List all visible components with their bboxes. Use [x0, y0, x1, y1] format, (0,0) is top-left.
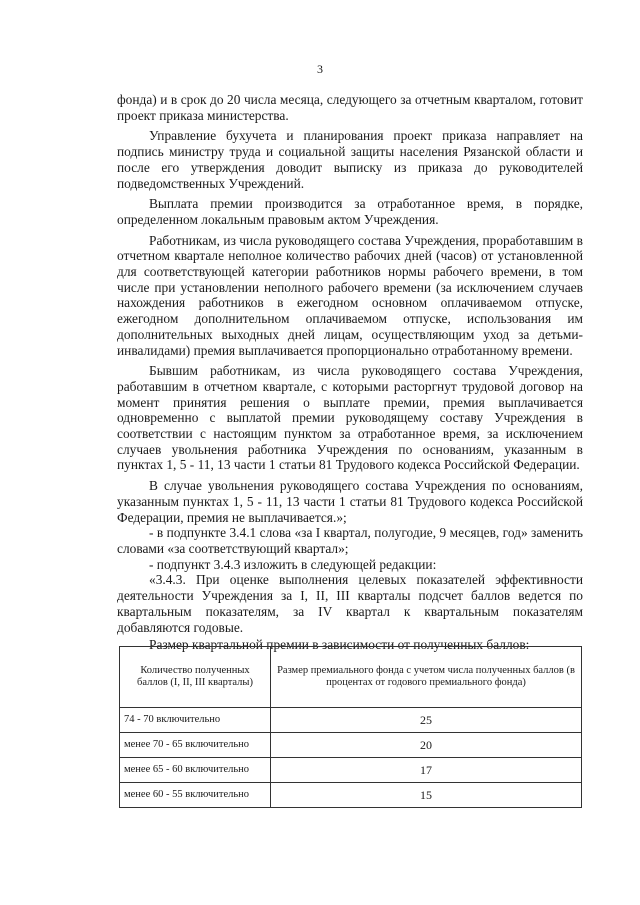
document-body	[117, 92, 583, 653]
table-cell-points: менее 65 - 60 включительно	[120, 758, 271, 783]
table-cell-points: менее 70 - 65 включительно	[120, 733, 271, 758]
paragraph: - в подпункте 3.4.1 слова «за I квартал, полугодие, 9 месяцев, год» заменить словами «за соответствующий квартал»;	[117, 525, 583, 556]
paragraph: Управление бухучета и планирования проект приказа направляет на подпись министру труда и социальной защиты населения Рязанской области и после его утверждения доводит выписку из приказа до руководителей подведомственных Учреждений.	[117, 128, 583, 191]
page-number: 3	[317, 62, 323, 76]
table-cell-percent: 25	[271, 708, 582, 733]
paragraph: Бывшим работникам, из числа руководящего состава Учреждения, работавшим в отчетном квартале, с которыми расторгнут трудовой договор на момент принятия решения о выплате премии, премия выплачивается одновременно с выплатой премии руководящему составу Учреждения в соответствии с настоящим пунктом за отработанное время, за исключением случаев увольнения работника Учреждения по основаниям, указанным в пунктах 1, 5 - 11, 13 части 1 статьи 81 Трудового кодекса Российской Федерации.	[117, 363, 583, 473]
table-row	[120, 783, 582, 808]
table-row	[120, 733, 582, 758]
table-row	[120, 758, 582, 783]
premium-table	[119, 646, 582, 808]
paragraph: «3.4.3. При оценке выполнения целевых показателей эффективности деятельности Учреждения за I, II, III кварталы подсчет баллов ведется по квартальным показателям, за IV квартал к квартальным показателям добавляются годовые.	[117, 572, 583, 635]
paragraph: В случае увольнения руководящего состава Учреждения по основаниям, указанным пунктах 1, 5 - 11, 13 части 1 статьи 81 Трудового кодекса Российской Федерации, премия не выплачивается.»;	[117, 478, 583, 525]
table-cell-percent: 20	[271, 733, 582, 758]
table-cell-percent: 17	[271, 758, 582, 783]
paragraph: Выплата премии производится за отработанное время, в порядке, определенном локальным правовым актом Учреждения.	[117, 196, 583, 227]
table-row	[120, 708, 582, 733]
table-header-row	[120, 647, 582, 708]
paragraph: фонда) и в срок до 20 числа месяца, следующего за отчетным кварталом, готовит проект приказа министерства.	[117, 92, 583, 123]
table-header-points: Количество полученных баллов (I, II, III кварталы)	[120, 647, 271, 708]
table-caption: Размер квартальной премии в зависимости от полученных баллов:	[149, 637, 530, 653]
paragraph: - подпункт 3.4.3 изложить в следующей редакции:	[149, 556, 437, 572]
table-cell-points: менее 60 - 55 включительно	[120, 783, 271, 808]
table-header-fund: Размер премиального фонда с учетом числа полученных баллов (в процентах от годового премиального фонда)	[271, 647, 582, 708]
table-cell-percent: 15	[271, 783, 582, 808]
paragraph: Работникам, из числа руководящего состава Учреждения, проработавшим в отчетном квартале неполное количество рабочих дней (часов) от установленной для соответствующей категории работников нормы рабочего времени, в том числе при установлении неполного рабочего времени (за исключением случаев нахождения работников в ежегодном основном оплачиваемом отпуске, ежегодном дополнительном оплачиваемом отпуске, использования им дополнительных выходных дней лицам, осуществляющим уход за детьми-инвалидами) премия выплачивается пропорционально отработанному времени.	[117, 232, 583, 358]
table-cell-points: 74 - 70 включительно	[120, 708, 271, 733]
